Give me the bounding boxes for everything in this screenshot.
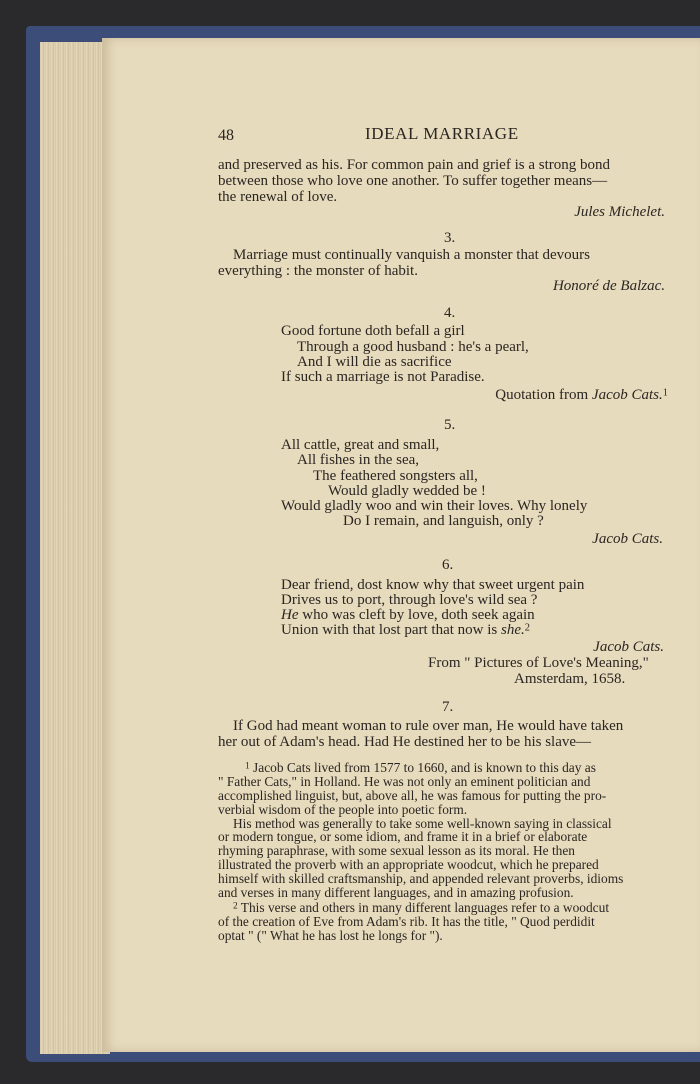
section-number: 5. (444, 417, 456, 433)
verse-line: Dear friend, dost know why that sweet urgent pain (281, 577, 585, 593)
footnote-line: himself with skilled craftsmanship, and appended relevant proverbs, idioms (218, 871, 624, 886)
verse-text: who was cleft by love, doth seek again (298, 607, 535, 623)
text-line: If God had meant woman to rule over man, He would have taken (233, 718, 624, 734)
verse-line: The feathered songsters all, (313, 468, 478, 484)
text-line: between those who love one another. To suffer together means— (218, 173, 608, 189)
verse-line: All fishes in the sea, (297, 452, 420, 468)
footnote-text: Jacob Cats lived from 1577 to 1660, and is known to this day as (249, 760, 596, 775)
footnote-line: rhyming paraphrase, with some sexual lesson as its moral. He then (218, 843, 576, 858)
footnote-text: This verse and others in many different languages refer to a woodcut (237, 900, 610, 915)
attribution: Jacob Cats. (593, 639, 664, 655)
verse-line: Would gladly woo and win their loves. Why lonely (281, 498, 588, 514)
attribution: Jacob Cats. (592, 531, 663, 547)
section-number: 4. (444, 305, 456, 321)
footnote-line: illustrated the proverb with an appropriate woodcut, which he prepared (218, 857, 599, 872)
verse-line (281, 608, 535, 623)
verse-line: Do I remain, and languish, only ? (343, 513, 544, 529)
verse-line: Would gladly wedded be ! (328, 483, 486, 499)
footnote-line: accomplished linguist, but, above all, he was famous for putting the pro- (218, 788, 607, 803)
attribution (495, 388, 668, 403)
verse-line: Through a good husband : he's a pearl, (297, 339, 529, 355)
attribution-name: Jacob Cats. (591, 387, 663, 403)
footnote-line: of the creation of Eve from Adam's rib. It has the title, " Quod perdidit (218, 914, 595, 929)
footnote-marker: 1 (245, 761, 250, 772)
verse-line: Good fortune doth befall a girl (281, 323, 465, 339)
section-number: 7. (442, 699, 454, 715)
verse-line: And I will die as sacrifice (297, 354, 452, 370)
footnote-line: optat " (" What he has lost he longs for "). (218, 928, 443, 943)
section-number: 3. (444, 230, 456, 246)
verse-line (281, 623, 530, 638)
running-title: IDEAL MARRIAGE (365, 124, 519, 143)
attribution-prefix: Quotation from (495, 387, 592, 403)
section-number: 6. (442, 557, 454, 573)
footnote-line: and verses in many different languages, and in amazing profusion. (218, 885, 574, 900)
footnote-marker: 2 (233, 901, 238, 912)
footnote-line (245, 761, 596, 774)
text-line: Marriage must continually vanquish a monster that devours (233, 247, 591, 263)
verse-line: If such a marriage is not Paradise. (281, 369, 485, 385)
footnote-ref: 2 (524, 622, 530, 634)
text-line: the renewal of love. (218, 189, 338, 205)
footnote-line: verbial wisdom of the people into poetic form. (218, 802, 468, 817)
attribution: Honoré de Balzac. (552, 278, 665, 294)
attribution: Jules Michelet. (574, 204, 665, 220)
emphasis-she: she. (500, 622, 525, 638)
footnote-line: or modern tongue, or some idiom, and frame it in a brief or elaborate (218, 829, 588, 844)
verse-line: All cattle, great and small, (281, 437, 440, 453)
footnote-line: His method was generally to take some well-known saying in classical (233, 816, 612, 831)
footnote-line (233, 901, 609, 914)
text-line: and preserved as his. For common pain and grief is a strong bond (218, 157, 610, 173)
footnote-line: " Father Cats," in Holland. He was not only an eminent politician and (218, 774, 591, 789)
emphasis-he: He (281, 607, 299, 623)
footnote-ref: 1 (662, 387, 668, 399)
source-line: From " Pictures of Love's Meaning," (428, 655, 649, 671)
text-line: her out of Adam's head. Had He destined her to be his slave— (218, 734, 592, 750)
verse-line: Drives us to port, through love's wild sea ? (281, 592, 538, 608)
source-line: Amsterdam, 1658. (514, 671, 626, 687)
text-line: everything : the monster of habit. (218, 263, 418, 279)
verse-text: Union with that lost part that now is (281, 622, 501, 638)
page-number: 48 (218, 127, 234, 144)
page-edges (40, 42, 110, 1054)
